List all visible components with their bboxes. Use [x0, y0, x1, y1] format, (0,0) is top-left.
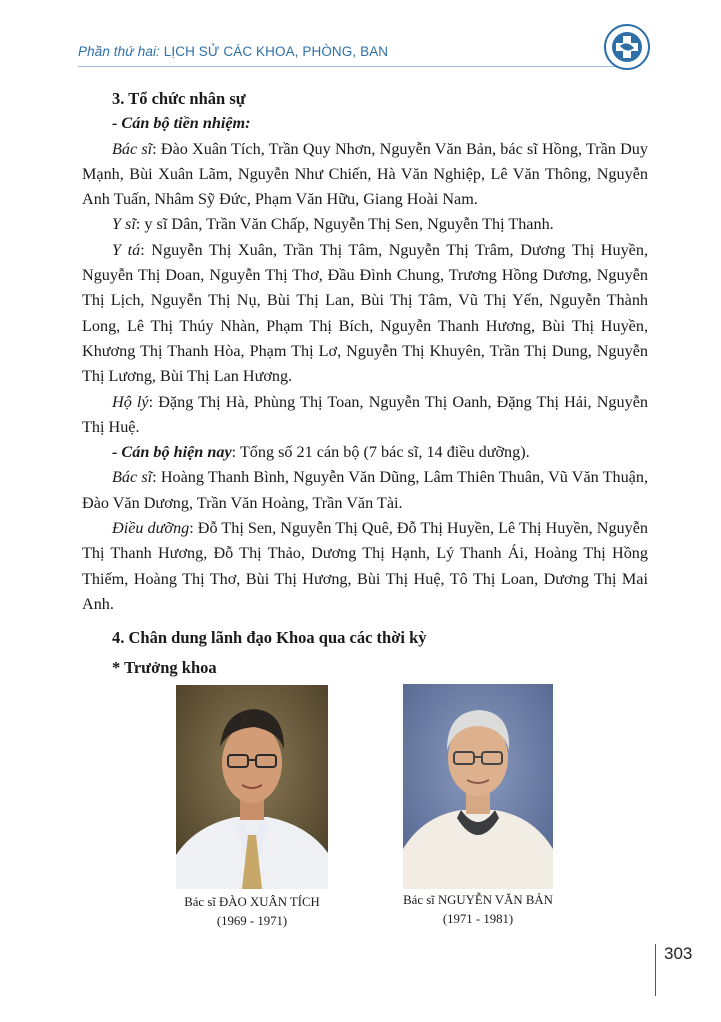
portrait-years-1: (1969 - 1971)	[216, 914, 288, 928]
former-assistants-label: Y sĩ	[112, 215, 136, 234]
current-doctors	[82, 465, 648, 516]
former-doctors	[82, 137, 648, 213]
former-nurses-label: Y tá	[112, 240, 141, 259]
head-of-department-subheading: * Trưởng khoa	[112, 657, 217, 677]
former-orderlies-label: Hộ lý	[112, 392, 149, 411]
current-staff	[82, 440, 648, 465]
portrait-years-2: (1971 - 1981)	[442, 912, 514, 926]
former-orderlies-list: : Đặng Thị Hà, Phùng Thị Toan, Nguyễn Thị Oanh, Đặng Thị Hải, Nguyễn Thị Huệ.	[82, 392, 648, 436]
current-doctors-list: : Hoàng Thanh Bình, Nguyễn Văn Dũng, Lâm Thiên Thuân, Vũ Văn Thuận, Đào Văn Dương, Trần Văn Hoàng, Trần Văn Tài.	[82, 468, 649, 512]
former-orderlies	[82, 390, 648, 441]
current-nurses-list: : Đỗ Thị Sen, Nguyễn Thị Quê, Đỗ Thị Huyền, Lê Thị Huyền, Nguyễn Thị Thanh Hương, Đỗ Thị Thảo, Dương Thị Hạnh, Lý Thanh Ái, Hoàng Thị Hồng Thiếm, Hoàng Thị Thơ, Bùi Thị Hương, Bùi Thị Huệ, Tô Thị Loan, Dương Thị Mai Anh.	[82, 519, 649, 613]
portrait-caption-2	[378, 891, 578, 929]
portrait-caption-1	[150, 893, 354, 931]
section-heading-3: 3. Tổ chức nhân sự	[112, 89, 246, 108]
main-text	[82, 86, 648, 680]
running-header	[78, 44, 388, 59]
current-staff-summary: : Tổng số 21 cán bộ (7 bác sĩ, 14 điều dưỡng).	[231, 443, 530, 462]
former-nurses	[82, 238, 648, 390]
portrait-photo-1	[176, 685, 328, 889]
header-part: Phần thứ hai:	[78, 44, 160, 59]
page-number: 303	[664, 944, 693, 963]
former-assistants-list: : y sĩ Dân, Trần Văn Chấp, Nguyễn Thị Sen, Nguyễn Thị Thanh.	[135, 215, 554, 234]
current-nurses-label: Điều dưỡng	[112, 519, 190, 538]
former-doctors-label: Bác sĩ	[112, 139, 153, 158]
former-staff-label: - Cán bộ tiền nhiệm:	[112, 114, 251, 133]
portrait-photo-2	[403, 684, 553, 889]
header-title: LỊCH SỬ CÁC KHOA, PHÒNG, BAN	[159, 44, 389, 59]
header-rule	[78, 66, 630, 67]
portrait-name-2: Bác sĩ NGUYỄN VĂN BẢN	[403, 893, 553, 907]
section-heading-4: 4. Chân dung lãnh đạo Khoa qua các thời kỳ	[112, 628, 427, 648]
current-nurses	[82, 516, 648, 617]
current-doctors-label: Bác sĩ	[112, 468, 153, 487]
current-staff-label: - Cán bộ hiện nay	[112, 443, 232, 462]
hospital-logo-icon	[604, 24, 650, 70]
former-nurses-list: : Nguyễn Thị Xuân, Trần Thị Tâm, Nguyễn Thị Trâm, Dương Thị Huyền, Nguyễn Thị Doan, Nguyễn Thị Thơ, Đầu Đình Chung, Trương Hồng Dương, Nguyễn Thị Lịch, Nguyễn Thị Nụ, Bùi Thị Lan, Bùi Thị Tâm, Vũ Thị Yến, Nguyễn Thành Long, Lê Thị Thúy Nhàn, Phạm Thị Bích, Nguyễn Thanh Hương, Bùi Thị Huyền, Khương Thị Thanh Hòa, Phạm Thị Lơ, Nguyễn Thị Khuyên, Trần Thị Dung, Nguyễn Thị Lương, Bùi Thị Lan Hương.	[82, 240, 648, 386]
page-number-rule	[655, 944, 656, 996]
former-doctors-list: : Đào Xuân Tích, Trần Quy Nhơn, Nguyễn Văn Bản, bác sĩ Hồng, Trần Duy Mạnh, Bùi Xuân Lãm, Nguyễn Như Chiến, Hà Văn Nghiệp, Lê Văn Thông, Nguyễn Anh Tuấn, Nhâm Sỹ Đức, Phạm Văn Hữu, Giang Hoài Nam.	[82, 139, 648, 209]
former-assistants	[82, 212, 648, 237]
portrait-name-1: Bác sĩ ĐÀO XUÂN TÍCH	[184, 895, 320, 909]
